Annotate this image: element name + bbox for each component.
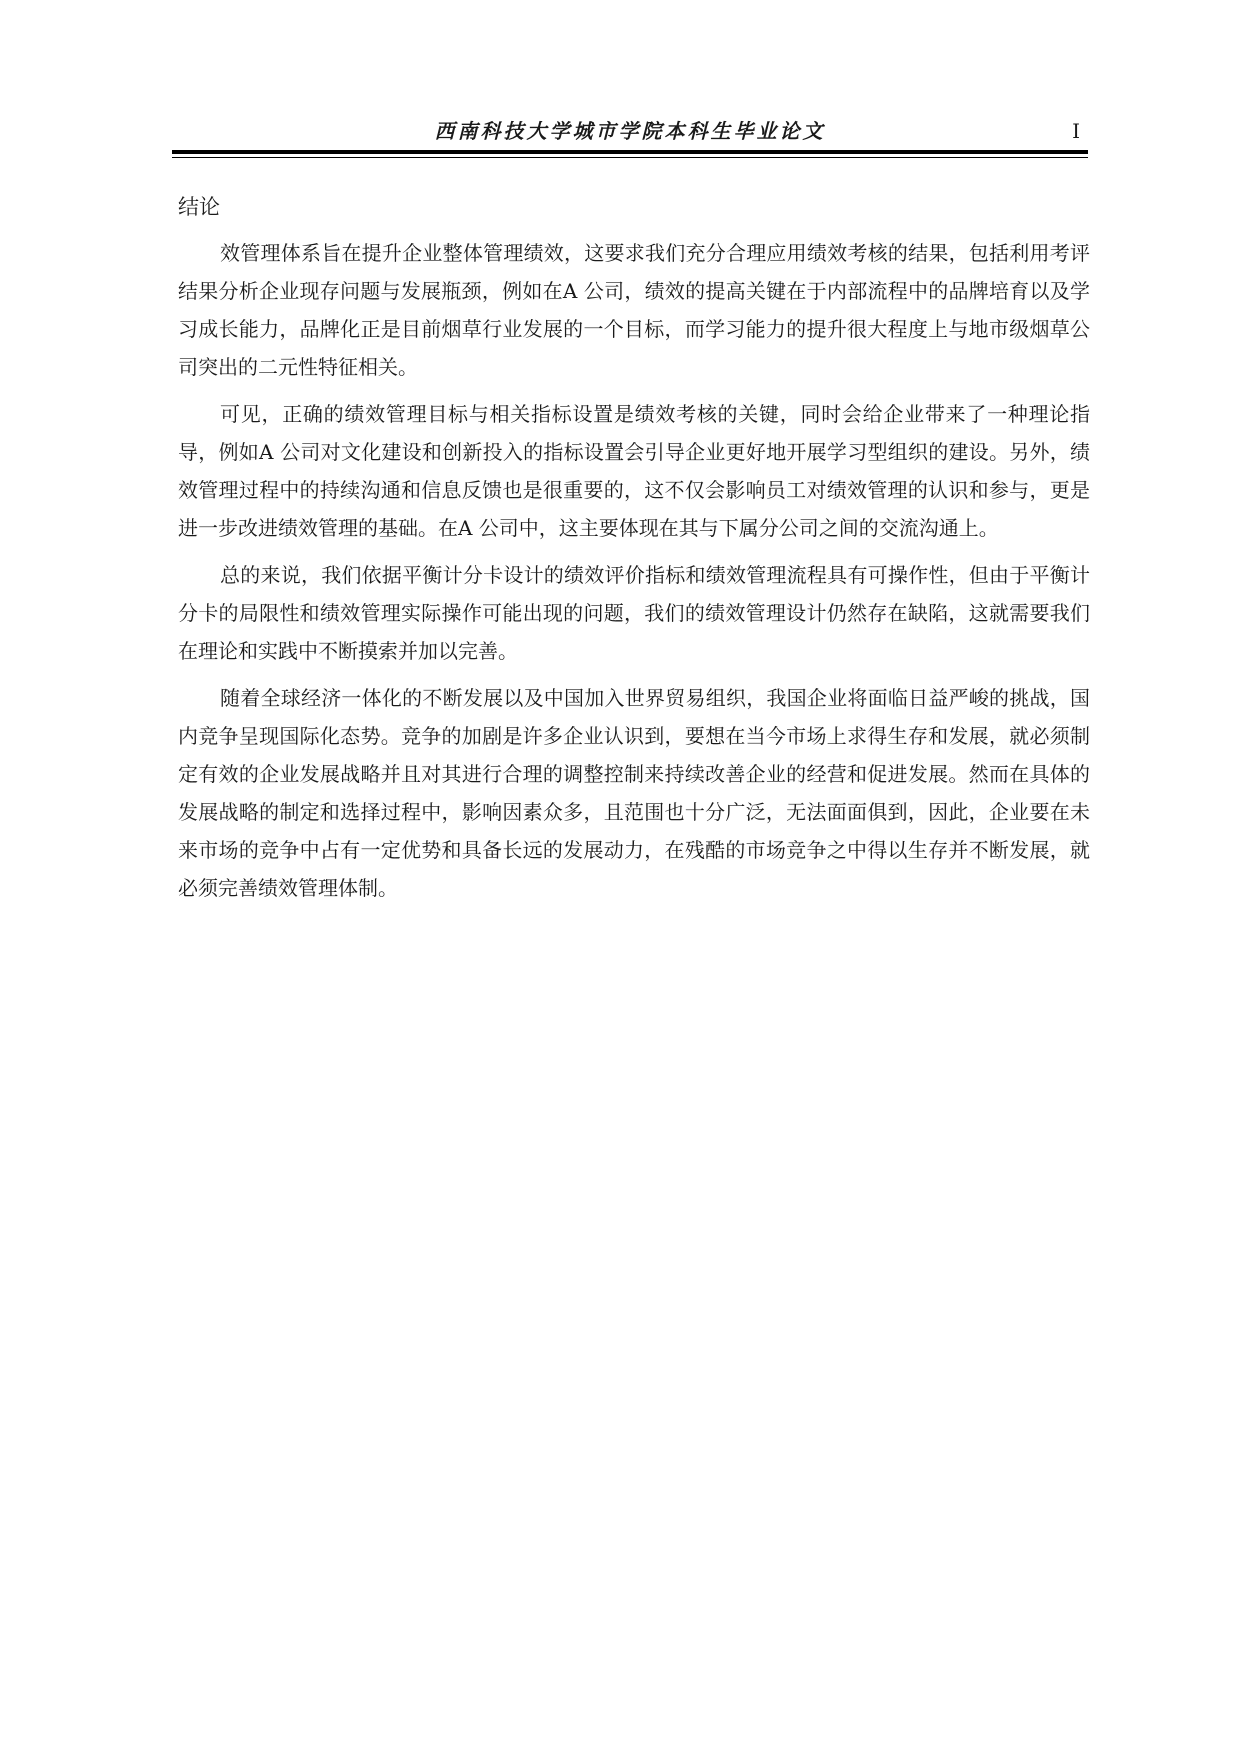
section-heading: 结论	[178, 195, 220, 219]
page-number: I	[1072, 119, 1080, 143]
header-rule-thin	[172, 157, 1088, 158]
paragraph-1: 效管理体系旨在提升企业整体管理绩效，这要求我们充分合理应用绩效考核的结果，包括利用考评结果分析企业现存问题与发展瓶颈，例如在A 公司，绩效的提高关键在于内部流程中的品牌培育以及学习成长能力，品牌化正是目前烟草行业发展的一个目标，而学习能力的提升很大程度上与地市级烟草公司突出的二元性特征相关。	[178, 241, 1090, 379]
paragraph-2: 可见，正确的绩效管理目标与相关指标设置是绩效考核的关键，同时会给企业带来了一种理论指导，例如A 公司对文化建设和创新投入的指标设置会引导企业更好地开展学习型组织的建设。另外，绩效管理过程中的持续沟通和信息反馈也是很重要的，这不仅会影响员工对绩效管理的认识和参与，更是进一步改进绩效管理的基础。在A 公司中，这主要体现在其与下属分公司之间的交流沟通上。	[178, 402, 1090, 540]
paragraph-3: 总的来说，我们依据平衡计分卡设计的绩效评价指标和绩效管理流程具有可操作性，但由于平衡计分卡的局限性和绩效管理实际操作可能出现的问题，我们的绩效管理设计仍然存在缺陷，这就需要我们在理论和实践中不断摸索并加以完善。	[178, 563, 1090, 663]
paragraph-4: 随着全球经济一体化的不断发展以及中国加入世界贸易组织，我国企业将面临日益严峻的挑战，国内竞争呈现国际化态势。竞争的加剧是许多企业认识到，要想在当今市场上求得生存和发展，就必须制定有效的企业发展战略并且对其进行合理的调整控制来持续改善企业的经营和促进发展。然而在具体的发展战略的制定和选择过程中，影响因素众多，且范围也十分广泛，无法面面俱到，因此，企业要在未来市场的竞争中占有一定优势和具备长远的发展动力，在残酷的市场竞争之中得以生存并不断发展，就必须完善绩效管理体制。	[178, 686, 1090, 900]
main-content	[178, 190, 1090, 916]
header-title: 西南科技大学城市学院本科生毕业论文	[434, 119, 826, 143]
header-rule-thick	[172, 150, 1088, 154]
